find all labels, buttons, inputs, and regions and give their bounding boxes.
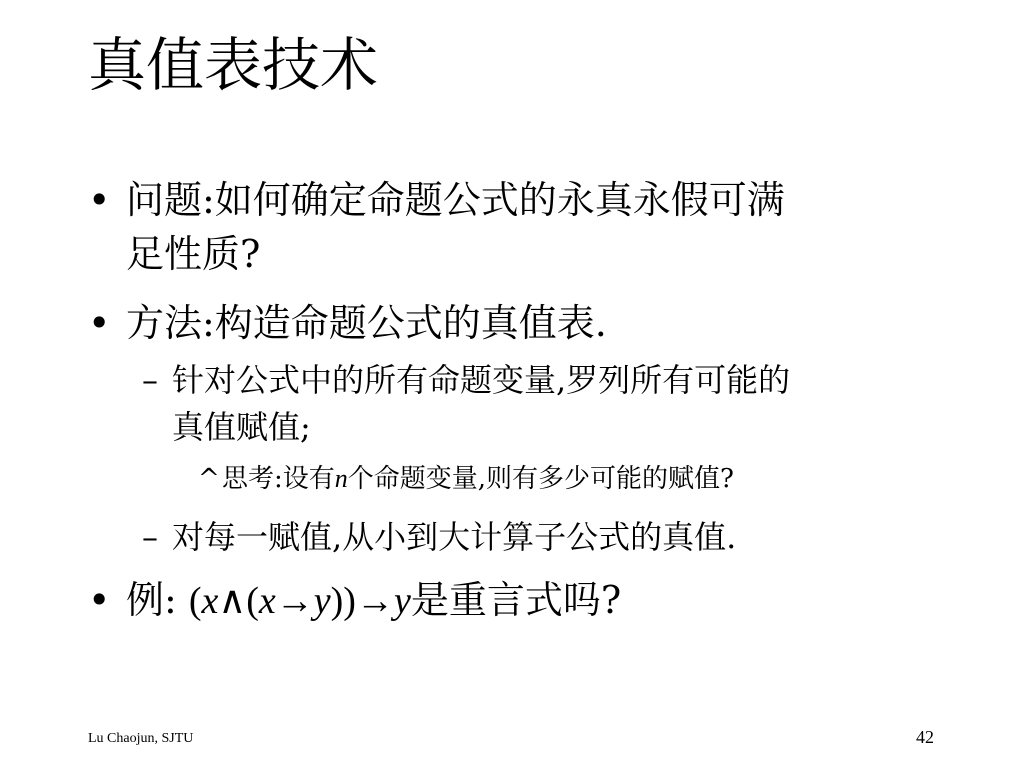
bullet-method: 方法:构造命题公式的真值表. <box>126 301 607 345</box>
sub-item-enumerate-line-2: 真值赋值; <box>172 408 311 446</box>
formula-var-x: x <box>201 580 219 622</box>
bullet-marker: • <box>88 301 111 345</box>
bullet-marker: • <box>88 578 111 622</box>
formula-implies-arrow: → <box>275 580 314 622</box>
bullet-question-line-1: 问题:如何确定命题公式的永真永假可满 <box>126 178 785 222</box>
sub-item-enumerate-line-1: 针对公式中的所有命题变量,罗列所有可能的 <box>172 361 791 399</box>
sub-sub-item-think <box>222 462 734 496</box>
page-number: 42 <box>916 727 934 747</box>
example-prefix: 例: <box>126 578 189 622</box>
formula-paren: ( <box>188 580 202 622</box>
variable-n: n <box>334 464 348 493</box>
bullet-example <box>126 574 621 627</box>
footer-author: Lu Chaojun, SJTU <box>88 731 194 746</box>
formula-implies-arrow: → <box>355 580 394 622</box>
bullet-question-line-2: 足性质? <box>126 232 261 276</box>
slide-title: 真值表技术 <box>88 31 379 99</box>
sub-item-marker: – <box>142 361 158 399</box>
formula-paren: )) <box>330 580 356 622</box>
formula-and-symbol: ∧ <box>218 580 247 622</box>
bullet-marker: • <box>88 178 111 222</box>
formula-var-y: y <box>313 580 331 622</box>
formula <box>189 580 411 622</box>
example-suffix: 是重言式吗? <box>410 578 622 622</box>
think-text-after: 个命题变量,则有多少可能的赋值? <box>347 464 734 494</box>
formula-var-x: x <box>258 580 276 622</box>
sub-sub-item-marker: ^ <box>198 464 220 494</box>
think-text-before: 思考:设有 <box>222 464 335 494</box>
sub-item-marker: – <box>142 518 158 556</box>
sub-item-evaluate: 对每一赋值,从小到大计算子公式的真值. <box>172 518 737 556</box>
formula-paren: ( <box>246 580 259 622</box>
formula-var-y: y <box>393 580 411 622</box>
